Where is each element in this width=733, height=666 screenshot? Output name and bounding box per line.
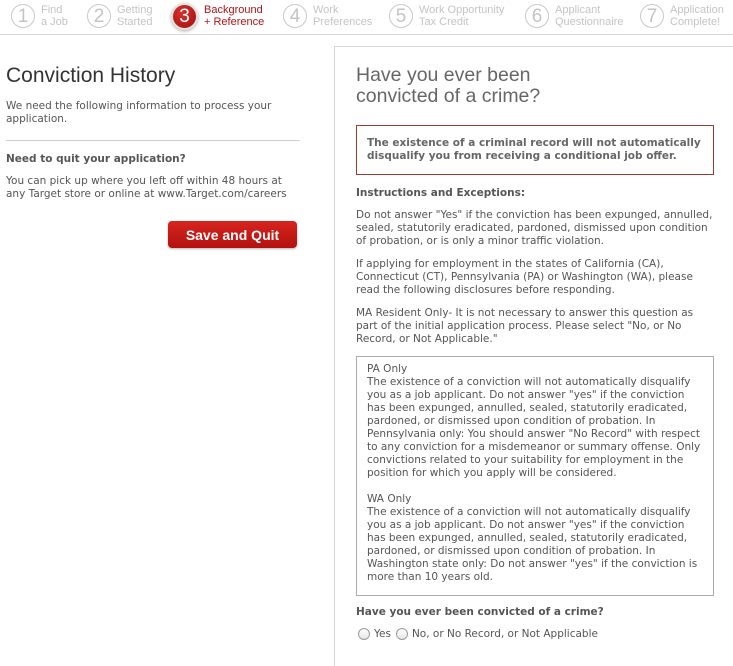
- disclosure-pa: [367, 363, 703, 480]
- disclosure-heading: PA Only: [367, 363, 408, 375]
- step-number-icon: 7: [640, 4, 664, 28]
- instruction-paragraph: Do not answer "Yes" if the conviction has been expunged, annulled, sealed, statutorily eradicated, pardoned, dismissed upon condition of probation, or is only a minor traffic violation.: [356, 209, 713, 247]
- step-label: Find a Job: [41, 4, 68, 28]
- step-label: Getting Started: [117, 4, 153, 28]
- divider: [6, 140, 300, 141]
- step-label: Applicant Questionnaire: [555, 4, 624, 28]
- disclosure-text: The existence of a conviction will not automatically disqualify you as a job applicant. Do not answer "yes" if the conviction has been expunged, annulled, sealed, statutorily eradicated, pardoned, or dismissed upon condition of probation. In Washington state only: Do not answer "yes" if the conviction is more than 10 years old.: [367, 506, 698, 583]
- step-label: Work Opportunity Tax Credit: [419, 4, 505, 28]
- instruction-paragraph: MA Resident Only- It is not necessary to answer this question as part of the initial application process. Please select "No, or No Record, or Not Applicable.": [356, 307, 694, 345]
- radio-button-icon[interactable]: [358, 628, 370, 640]
- step-number-icon: 6: [525, 4, 549, 28]
- question-panel: [334, 46, 733, 666]
- step-number-icon: 2: [87, 4, 111, 28]
- step-number-icon: 5: [389, 4, 413, 28]
- step-getting-started: [87, 2, 152, 30]
- instructions-title: Instructions and Exceptions:: [356, 187, 526, 199]
- question-title: Have you ever been convicted of a crime?: [356, 64, 541, 107]
- step-application-complete: [640, 2, 724, 30]
- save-and-quit-button[interactable]: Save and Quit: [168, 221, 297, 248]
- quit-heading: Need to quit your application?: [6, 153, 186, 165]
- radio-button-icon[interactable]: [396, 628, 408, 640]
- instruction-paragraph: If applying for employment in the states of California (CA), Connecticut (CT), Pennsylvania (PA) or Washington (WA), please read the following disclosures before responding.: [356, 258, 693, 296]
- answer-radio-group: [356, 628, 714, 640]
- step-label: Background + Reference: [204, 4, 265, 28]
- page-title: Conviction History: [6, 64, 176, 87]
- notice-box: The existence of a criminal record will not automatically disqualify you from receiving a conditional job offer.: [356, 125, 714, 175]
- step-label: Work Preferences: [313, 4, 373, 28]
- radio-option-no[interactable]: [394, 628, 598, 640]
- step-work-preferences: [283, 2, 372, 30]
- progress-steps: [0, 0, 733, 35]
- disclosure-text: The existence of a conviction will not automatically disqualify you as a job applicant. Do not answer "yes" if the conviction has been expunged, annulled, sealed, statutorily eradicated, pardoned, or dismissed upon condition of probation. In Pennsylvania only: You should answer "No Record" with respect to any conviction for a misdemeanor or summary offense. Only convictions related to your suitability for employment in the position for which you apply will be considered.: [367, 376, 701, 479]
- step-applicant-questionnaire: [525, 2, 624, 30]
- radio-option-yes[interactable]: [356, 628, 391, 640]
- step-work-opportunity-tax-credit: [389, 2, 504, 30]
- sidebar: [6, 46, 300, 243]
- step-find-a-job: [11, 2, 68, 30]
- radio-label: Yes: [374, 628, 391, 640]
- step-number-icon: 1: [11, 4, 35, 28]
- intro-text: We need the following information to process your application.: [6, 100, 272, 125]
- step-label: Application Complete!: [670, 4, 724, 28]
- step-number-icon: 4: [283, 4, 307, 28]
- radio-label: No, or No Record, or Not Applicable: [411, 628, 598, 640]
- step-number-icon: 3: [171, 3, 198, 30]
- disclosure-heading: WA Only: [367, 493, 412, 505]
- quit-text: You can pick up where you left off within 48 hours at any Target store or online at www.Target.com/careers: [6, 175, 287, 200]
- question-label: Have you ever been convicted of a crime?: [356, 606, 604, 618]
- disclosure-wa: [367, 493, 703, 584]
- disclosures-scroll-box[interactable]: [356, 356, 714, 596]
- step-background-reference: [171, 2, 264, 30]
